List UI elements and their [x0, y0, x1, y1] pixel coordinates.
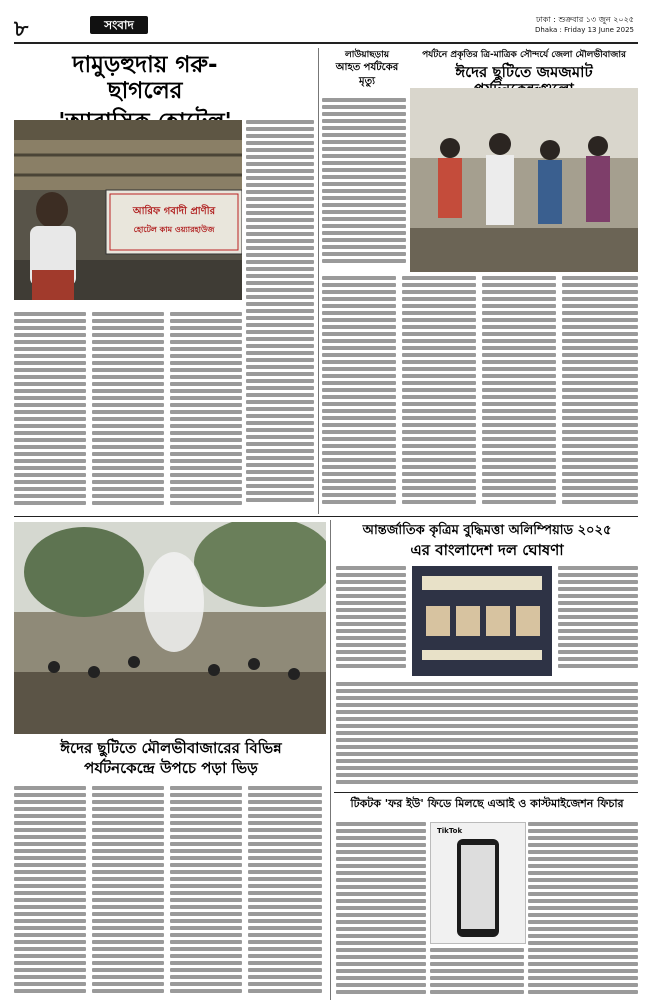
story5-body-col2 [92, 786, 164, 998]
story1-body-col3 [170, 312, 242, 512]
story2-body [322, 98, 406, 268]
story3-body-col3 [482, 276, 556, 512]
sign-line1: আরিফ গবাদী প্রাণীর [132, 206, 216, 217]
story1-photo [14, 120, 242, 300]
masthead-rule [14, 42, 638, 44]
masthead-date-bn: ঢাকা : শুক্রবার ১৩ জুন ২০২৫ [535, 15, 634, 24]
story6-body-col1 [336, 822, 426, 998]
logo-text: সংবাদ [104, 18, 134, 32]
story1-headline: দামুড়হুদায় গরু-ছাগলের [72, 52, 218, 105]
story6-phone-image [430, 822, 526, 944]
story5-body-col3 [170, 786, 242, 998]
story4-headline: আন্তর্জাতিক কৃত্রিম বুদ্ধিমত্তা অলিম্পিয়াড ২০২৫ এর বাংলাদেশ দল ঘোষণা [362, 523, 612, 559]
masthead [14, 12, 638, 40]
divider-horizontal-2 [334, 792, 638, 793]
story3-photo [410, 88, 638, 272]
story6-body-col2 [528, 822, 638, 998]
story4-photo [412, 566, 552, 676]
story4-body-col1 [336, 566, 406, 676]
story4-body-wide [336, 682, 638, 788]
story1-body-col2 [92, 312, 164, 512]
divider-2 [330, 520, 331, 1000]
masthead-logo [90, 16, 148, 34]
story1-caption-bar [14, 302, 242, 308]
story6-body-under-image [430, 948, 524, 998]
story3-kicker: পর্যটনে প্রকৃতির ত্রি-মাত্রিক সৌন্দর্যে জেলা মৌলভীবাজার [422, 50, 626, 60]
story4-body-col2 [558, 566, 638, 676]
story2-kicker: লাউয়াছড়ায় [344, 50, 390, 60]
story1-body-col1 [14, 312, 86, 512]
tourist-crowd-image [410, 88, 638, 272]
sign-line2: হোটেল কাম ওয়্যারহাউজ [133, 225, 215, 234]
story5-photo [14, 522, 326, 734]
phone-frame [457, 839, 499, 937]
divider-horizontal-1 [14, 516, 638, 517]
tiktok-logo: TikTok [437, 827, 463, 835]
page-number: ৮ [14, 17, 29, 42]
story5-body-col1 [14, 786, 86, 998]
masthead-date-en: Dhaka : Friday 13 June 2025 [534, 26, 634, 34]
story5-body-col4 [248, 786, 322, 998]
divider-1 [318, 48, 319, 514]
story1-body-right [246, 120, 314, 510]
story6-headline: টিকটক 'ফর ইউ' ফিডে মিলছে এআই ও কাস্টমাইজেশন ফিচার [350, 797, 624, 810]
story3-headline: ঈদের ছুটিতে জমজমাট [455, 63, 593, 81]
story2-headline: লাউয়াছড়ায় আহত পর্যটকের মৃত্যু [322, 50, 412, 87]
ai-olympiad-team-image [412, 566, 552, 676]
story3-body-col1 [322, 276, 396, 512]
story5-headline: ঈদের ছুটিতে মৌলভীবাজারের বিভিন্ন পর্যটনকেন্দ্রে উপচে পড়া ভিড় [60, 739, 282, 778]
story3-body-col4 [562, 276, 638, 512]
park-crowd-image [14, 522, 326, 734]
story3-body-col2 [402, 276, 476, 512]
